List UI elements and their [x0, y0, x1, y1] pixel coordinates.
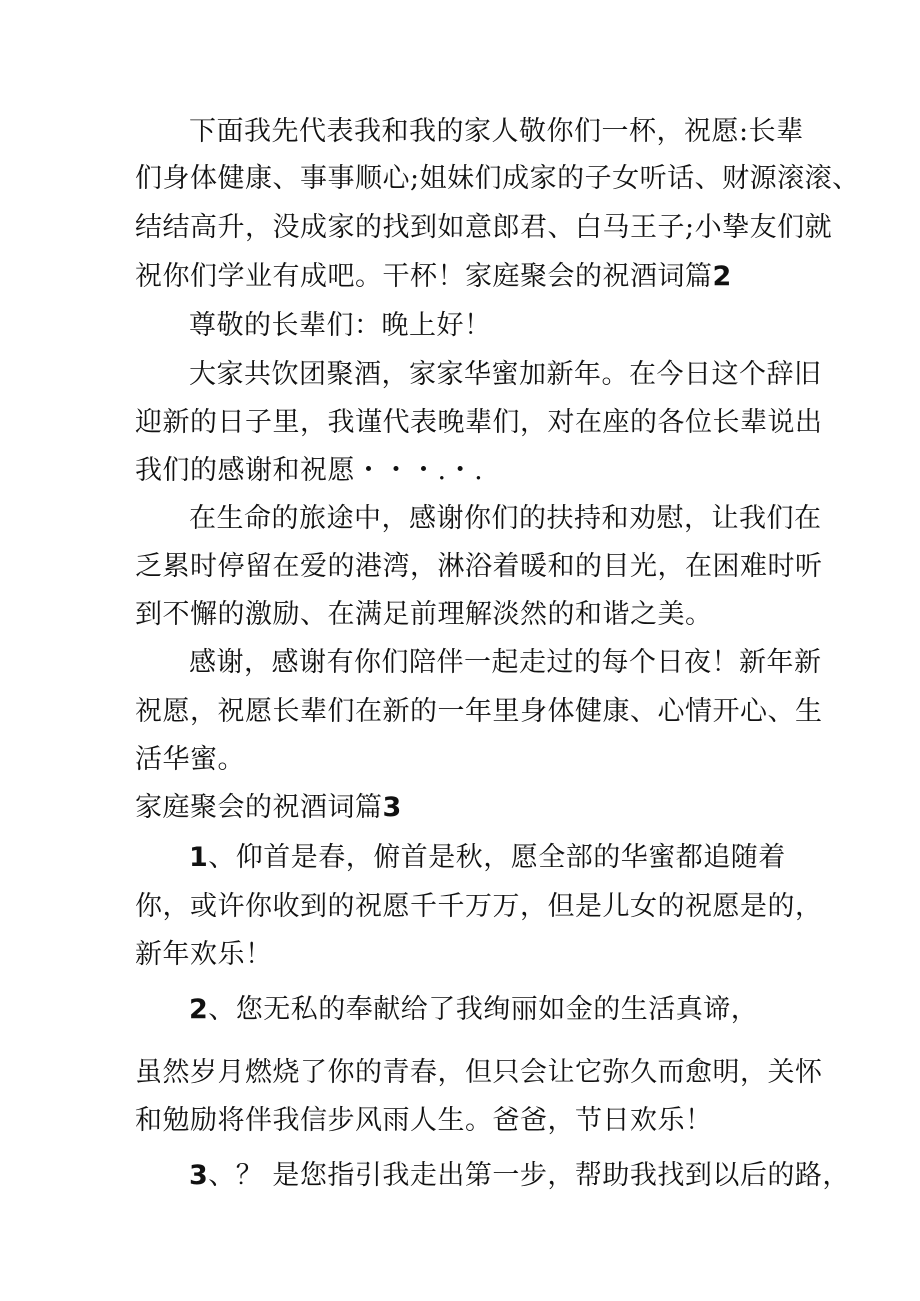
section-heading — [135, 790, 402, 826]
paragraph-line: 乏累时停留在爱的港湾，淋浴着暖和的目光，在困难时听 — [135, 551, 823, 582]
heading-number: 2 — [712, 261, 732, 292]
paragraph-text: 祝你们学业有成吧。干杯！家庭聚会的祝酒词篇 — [135, 261, 713, 292]
item-text: 、您无私的奉献给了我绚丽如金的生活真谛， — [208, 994, 759, 1025]
greeting: 尊敬的长辈们：晚上好！ — [189, 310, 492, 341]
list-item-line: 新年欢乐！ — [135, 939, 273, 970]
item-number: 2 — [189, 994, 209, 1025]
paragraph-line: 大家共饮团聚酒，家家华蜜加新年。在今日这个辞旧 — [189, 359, 822, 390]
item-number: 3 — [189, 1160, 209, 1191]
paragraph-line: 下面我先代表我和我的家人敬你们一杯，祝愿:长辈 — [189, 116, 804, 147]
paragraph-line: 我们的感谢和祝愿・・・.・. — [135, 455, 484, 486]
heading-text: 家庭聚会的祝酒词篇 — [135, 792, 383, 823]
item-number: 1 — [189, 842, 209, 873]
paragraph-line-with-heading — [135, 259, 732, 295]
item-text: 、仰首是春，俯首是秋，愿全部的华蜜都追随着 — [208, 842, 786, 873]
list-item-line: 你，或许你收到的祝愿千千万万，但是儿女的祝愿是的， — [135, 891, 823, 922]
list-item-line — [189, 1158, 850, 1194]
paragraph-line: 活华蜜。 — [135, 744, 245, 775]
list-item-line: 和勉励将伴我信步风雨人生。爸爸，节日欢乐！ — [135, 1105, 713, 1136]
list-item-line: 虽然岁月燃烧了你的青春，但只会让它弥久而愈明，关怀 — [135, 1057, 823, 1088]
paragraph-line: 感谢，感谢有你们陪伴一起走过的每个日夜！新年新 — [189, 647, 822, 678]
paragraph-line: 在生命的旅途中，感谢你们的扶持和劝慰，让我们在 — [189, 503, 822, 534]
list-item-line — [189, 992, 758, 1028]
paragraph-line: 迎新的日子里，我谨代表晚辈们，对在座的各位长辈说出 — [135, 407, 823, 438]
heading-number: 3 — [382, 792, 402, 823]
list-item-line — [189, 840, 786, 876]
paragraph-line: 祝愿，祝愿长辈们在新的一年里身体健康、心情开心、生 — [135, 696, 823, 727]
item-text: 、？ 是您指引我走出第一步，帮助我找到以后的路， — [208, 1160, 850, 1191]
paragraph-line: 到不懈的激励、在满足前理解淡然的和谐之美。 — [135, 599, 713, 630]
paragraph-line: 结结高升，没成家的找到如意郎君、白马王子;小挚友们就 — [135, 212, 833, 243]
paragraph-line: 们身体健康、事事顺心;姐妹们成家的子女听话、财源滚滚、 — [135, 163, 860, 194]
